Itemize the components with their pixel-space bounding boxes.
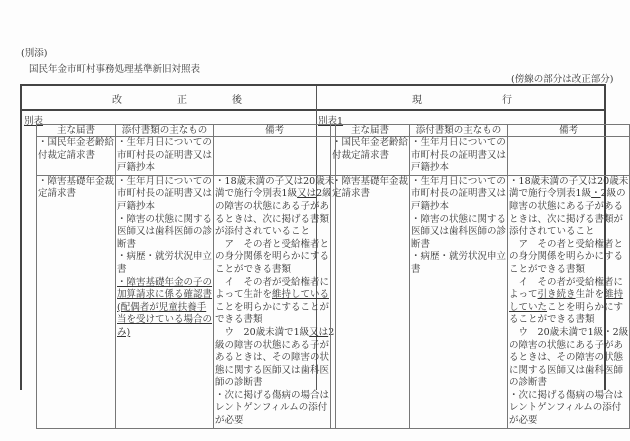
cell-line: [411, 150, 506, 163]
text-segment: ア その者と受給権者と: [215, 238, 330, 250]
comparison-frame: [20, 84, 629, 427]
cell-line: [117, 289, 212, 302]
heading-current-2: 行: [502, 95, 512, 106]
cell-line: [509, 340, 628, 353]
cell-line: [509, 226, 628, 239]
cell-line: [509, 390, 628, 403]
cell-line: [215, 352, 334, 365]
header-row: [37, 125, 336, 137]
cell-line: [117, 176, 212, 189]
text-segment: 付裁定請求書: [38, 149, 96, 161]
cell-line: [117, 214, 212, 227]
amended-text: 又は: [309, 326, 329, 338]
table-cell: [37, 175, 116, 428]
text-segment: ・生年月日についての: [117, 175, 212, 187]
text-segment: ・国民年金老齢給: [38, 137, 115, 148]
heading-current-1: 現: [412, 95, 422, 106]
cell-line: [38, 150, 114, 163]
text-segment: の障害の状態にある子があ: [215, 200, 330, 212]
cell-line: [215, 365, 334, 378]
cell-line: [117, 314, 212, 327]
text-segment: できる書類: [215, 314, 263, 326]
table-row: [37, 175, 336, 428]
cell-line: [509, 302, 628, 315]
amended-text: 当を受けている場合の: [117, 314, 213, 326]
text-segment: ・18歳未満の子又は20歳未: [509, 175, 629, 187]
text-segment: ときは、次に掲げる書類が: [509, 213, 624, 225]
cell-line: [215, 277, 334, 290]
text-segment: 戸籍抄本: [411, 162, 450, 174]
text-segment: ことができる書類: [215, 263, 292, 275]
cell-line: [117, 251, 212, 264]
cell-line: [117, 188, 212, 201]
table-cell: [331, 137, 410, 176]
text-segment: の身分関係を明らかにする: [509, 251, 624, 263]
cell-line: [509, 352, 628, 365]
cell-line: [215, 390, 334, 403]
cell-line: [509, 327, 628, 340]
cell-line: [509, 415, 628, 428]
cell-line: [509, 264, 628, 277]
amended-text: ・障害基礎年金の子の: [117, 276, 213, 288]
column-header: 備考: [214, 125, 336, 137]
text-segment: ・病歴・就労状況申立: [411, 251, 507, 263]
cell-line: [215, 214, 334, 227]
text-segment: ・次に掲げる傷病の場合は: [509, 389, 624, 401]
text-segment: ることができる書類: [509, 314, 595, 326]
table-cell: [410, 137, 508, 176]
cell-line: [215, 239, 334, 252]
cell-line: [411, 201, 506, 214]
text-segment: 医師又は歯科医師の診: [411, 226, 507, 238]
text-segment: レントゲンフィルムの添付: [215, 402, 328, 414]
cell-line: [215, 327, 334, 340]
amended-text: 維持: [604, 289, 624, 301]
text-segment: るときは、次に掲げる書類: [215, 213, 330, 225]
text-segment: ウ 20歳未満で1級: [215, 326, 310, 338]
text-segment: 戸籍抄本: [117, 200, 156, 212]
cell-line: [509, 176, 628, 189]
cell-line: [509, 251, 628, 264]
cell-line: [215, 314, 334, 327]
text-segment: 戸籍抄本: [117, 162, 156, 174]
cell-line: [117, 226, 212, 239]
text-segment: 満で施行令別表1級: [509, 188, 592, 200]
cell-line: [215, 251, 334, 264]
text-segment: が必要: [215, 415, 244, 427]
cell-line: [411, 251, 506, 264]
amended-text: み): [117, 326, 131, 338]
column-header: 添付書類の主なもの: [410, 125, 508, 137]
heading-after-1: 改: [112, 95, 122, 106]
amended-text: していた: [509, 301, 548, 313]
text-segment: ことを明らかにすることが: [215, 301, 330, 313]
amended-text: (配偶者が児童扶養手: [117, 301, 207, 313]
text-segment: ことを明らかにす: [547, 301, 624, 313]
document-title: 国民年金市町村事務処理基準新旧対照表: [29, 64, 201, 75]
text-segment: 2級の: [600, 188, 626, 200]
cell-line: [411, 239, 506, 252]
text-segment: 戸籍抄本: [411, 200, 450, 212]
text-segment: 満で施行令別表1級: [215, 188, 298, 200]
text-segment: 定請求書: [38, 188, 77, 200]
text-segment: 書: [117, 263, 127, 275]
cell-line: [509, 201, 628, 214]
text-segment: ・18歳未満の子又は20歳未: [215, 175, 335, 187]
text-segment: 態に関する医師又は歯科医: [215, 364, 330, 376]
table-row: [331, 137, 630, 176]
cell-line: [117, 264, 212, 277]
text-segment: 市町村長の証明書又は: [117, 149, 213, 161]
cell-line: [509, 365, 628, 378]
heading-after-2: 正: [177, 95, 187, 106]
text-segment: 師の診断書: [215, 377, 263, 389]
text-segment: 定請求書: [332, 188, 371, 200]
cell-line: [117, 162, 212, 175]
text-segment: 市町村長の証明書又は: [411, 188, 507, 200]
text-segment: 2級: [316, 188, 332, 200]
cell-line: [117, 137, 212, 150]
cell-line: [215, 264, 334, 277]
cell-line: [411, 188, 506, 201]
cell-line: [411, 264, 506, 277]
text-segment: イ その者が受給権者に: [215, 276, 330, 288]
text-segment: ・国民年金老齢給: [332, 137, 409, 148]
table-row: [37, 137, 336, 176]
cell-line: [215, 176, 334, 189]
text-segment: に関する医師又は歯科医師: [509, 364, 624, 376]
left-table: [36, 124, 336, 429]
text-segment: よって生計を: [215, 289, 273, 301]
amended-text: 加算請求に係る確認書: [117, 289, 213, 301]
amended-text: 維持している: [272, 289, 330, 301]
text-segment: 市町村長の証明書又は: [117, 188, 213, 200]
table-cell: [214, 137, 336, 176]
cell-line: [117, 150, 212, 163]
cell-line: [509, 239, 628, 252]
header-row: [331, 125, 630, 137]
text-segment: の診断書: [509, 377, 548, 389]
text-segment: 断書: [411, 238, 431, 250]
cell-line: [38, 137, 114, 150]
cell-line: [117, 239, 212, 252]
amended-text: 引き続き: [537, 289, 576, 301]
cell-line: [509, 214, 628, 227]
cell-line: [117, 277, 212, 290]
attachment-label: (別添): [21, 48, 48, 59]
cell-line: [411, 137, 506, 150]
cell-line: [509, 402, 628, 415]
cell-line: [215, 201, 334, 214]
text-segment: が必要: [509, 415, 538, 427]
column-header: 備考: [508, 125, 630, 137]
table-cell: [508, 137, 630, 176]
text-segment: 生計を: [575, 289, 605, 301]
text-segment: ・生年月日についての: [117, 137, 212, 148]
text-segment: ・障害基礎年金裁: [332, 175, 409, 187]
text-segment: 医師又は歯科医師の診: [117, 226, 213, 238]
column-header: 主な届書: [37, 125, 116, 137]
cell-line: [332, 188, 408, 201]
text-segment: よって: [509, 289, 538, 301]
text-segment: ・障害の状態に関する: [117, 213, 213, 225]
text-segment: ・次に掲げる傷病の場合は: [215, 389, 330, 401]
table-cell: [410, 175, 508, 428]
cell-line: [215, 226, 334, 239]
column-header: 添付書類の主なもの: [116, 125, 214, 137]
amended-text: ・: [591, 188, 601, 200]
text-segment: 市町村長の証明書又は: [411, 149, 507, 161]
cell-line: [215, 402, 334, 415]
amended-text: 又は: [297, 188, 317, 200]
cell-line: [509, 277, 628, 290]
text-segment: ウ 20歳未満で1級・2級: [509, 326, 629, 338]
text-segment: 級の障害の状態にある子が: [215, 339, 330, 351]
cell-line: [411, 226, 506, 239]
cell-line: [411, 214, 506, 227]
text-segment: あるときは、その障害の状: [215, 352, 330, 364]
cell-line: [509, 289, 628, 302]
left-table-label: 別表: [24, 116, 44, 127]
cell-line: [411, 162, 506, 175]
cell-line: [332, 150, 408, 163]
cell-line: [215, 415, 334, 428]
text-segment: 付裁定請求書: [332, 149, 390, 161]
text-segment: ・障害の状態に関する: [411, 213, 507, 225]
cell-line: [215, 289, 334, 302]
text-segment: ・障害基礎年金裁: [38, 175, 115, 187]
heading-row: [22, 86, 604, 111]
text-segment: 断書: [117, 238, 137, 250]
text-segment: るときは、その障害の状態: [509, 352, 624, 364]
table-cell: [116, 137, 214, 176]
cell-line: [215, 188, 334, 201]
cell-line: [215, 302, 334, 315]
text-segment: ことができる書類: [509, 263, 586, 275]
cell-line: [215, 377, 334, 390]
cell-line: [509, 377, 628, 390]
text-segment: レントゲンフィルムの添付: [509, 402, 622, 414]
text-segment: が添付されていること: [215, 226, 311, 238]
table-cell: [214, 175, 336, 428]
cell-line: [38, 188, 114, 201]
text-segment: 添付されていること: [509, 226, 595, 238]
cell-line: [117, 302, 212, 315]
table-cell: [37, 137, 116, 176]
text-segment: 書: [411, 263, 421, 275]
table-cell: [331, 175, 410, 428]
text-segment: ・生年月日についての: [411, 175, 506, 187]
underline-note: (傍線の部分は改正部分): [511, 74, 614, 85]
cell-line: [117, 327, 212, 340]
cell-line: [332, 176, 408, 189]
right-table-label: 別表1: [318, 116, 344, 127]
table-cell: [508, 175, 630, 428]
table-cell: [116, 175, 214, 428]
text-segment: 障害の状態にある子がある: [509, 200, 624, 212]
cell-line: [411, 176, 506, 189]
cell-line: [332, 137, 408, 150]
text-segment: ・病歴・就労状況申立: [117, 251, 213, 263]
cell-line: [215, 340, 334, 353]
cell-line: [117, 201, 212, 214]
text-segment: ・生年月日についての: [411, 137, 506, 148]
text-segment: 2: [328, 326, 335, 338]
cell-line: [38, 176, 114, 189]
text-segment: の身分関係を明らかにする: [215, 251, 330, 263]
cell-line: [509, 314, 628, 327]
column-header: 主な届書: [331, 125, 410, 137]
table-row: [331, 175, 630, 428]
text-segment: ア その者と受給権者と: [509, 238, 624, 250]
heading-after-3: 後: [232, 95, 242, 106]
right-table: [330, 124, 630, 429]
text-segment: の障害の状態にある子があ: [509, 339, 624, 351]
text-segment: イ その者が受給権者に: [509, 276, 624, 288]
cell-line: [509, 188, 628, 201]
